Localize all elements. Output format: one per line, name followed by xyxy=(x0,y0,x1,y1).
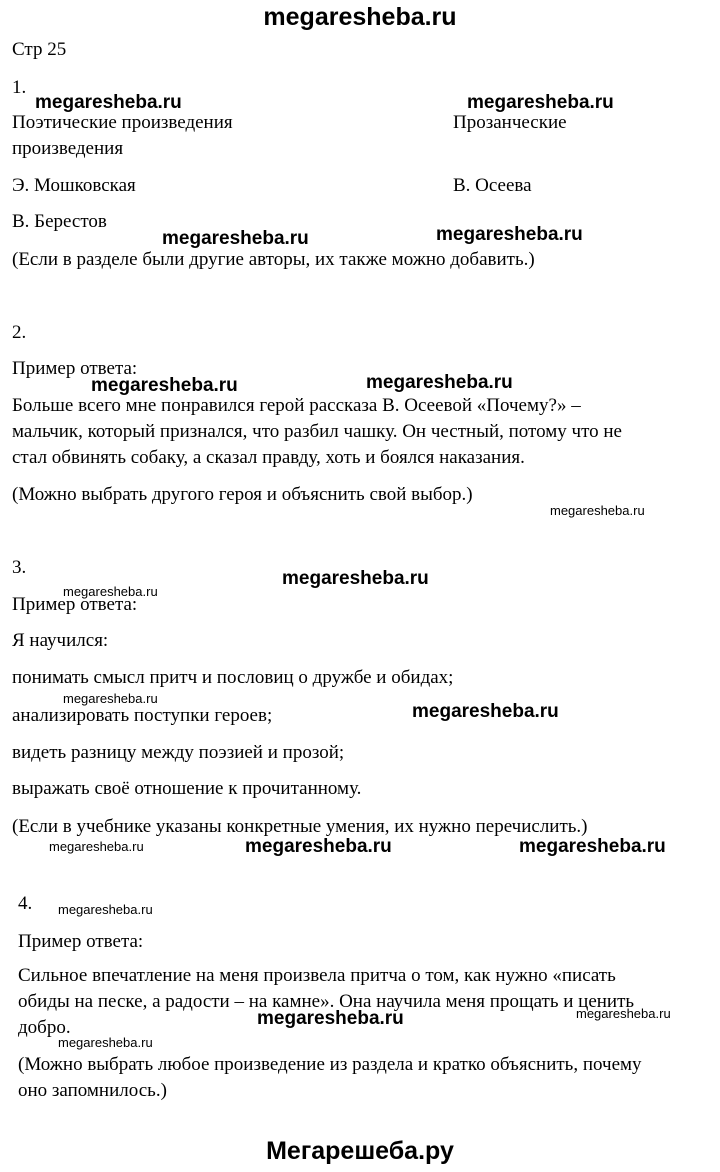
watermark: megaresheba.ru xyxy=(49,839,144,854)
task-4-note xyxy=(18,1052,642,1104)
watermark: megaresheba.ru xyxy=(412,701,559,722)
task-3-note: (Если в учебнике указаны конкретные умения, их нужно перечислить.) xyxy=(12,816,588,837)
task-1-prose-1: В. Осеева xyxy=(453,175,532,196)
task-4-answer-line: Сильное впечатление на меня произвела притча о том, как нужно «писать xyxy=(18,965,616,986)
task-2-number: 2. xyxy=(12,322,27,343)
task-1-col1-header: Поэтические произведения xyxy=(12,112,233,133)
task-3-item: видеть разницу между поэзией и прозой; xyxy=(12,742,345,763)
watermark: megaresheba.ru xyxy=(58,1035,153,1050)
task-3-number: 3. xyxy=(12,557,27,578)
watermark: megaresheba.ru xyxy=(162,228,309,249)
watermark: megaresheba.ru xyxy=(257,1008,404,1029)
watermark: megaresheba.ru xyxy=(63,691,158,706)
watermark: megaresheba.ru xyxy=(91,375,238,396)
task-3-item: выражать своё отношение к прочитанному. xyxy=(12,778,362,799)
watermark: megaresheba.ru xyxy=(550,503,645,518)
task-1-number: 1. xyxy=(12,77,27,98)
task-2-answer-line: стал обвинять собаку, а сказал правду, хоть и боялся наказания. xyxy=(12,447,525,468)
watermark: megaresheba.ru xyxy=(366,372,513,393)
watermark: megaresheba.ru xyxy=(58,902,153,917)
watermark: megaresheba.ru xyxy=(436,224,583,245)
task-4-note-line: оно запомнилось.) xyxy=(18,1080,167,1101)
watermark: megaresheba.ru xyxy=(519,836,666,857)
task-1-note: (Если в разделе были другие авторы, их также можно добавить.) xyxy=(12,249,535,270)
task-4-number: 4. xyxy=(18,893,33,914)
task-3-item: понимать смысл притч и пословиц о дружбе и обидах; xyxy=(12,667,454,688)
task-2-note: (Можно выбрать другого героя и объяснить свой выбор.) xyxy=(12,484,473,505)
task-2-answer xyxy=(12,393,622,471)
watermark: megaresheba.ru xyxy=(282,568,429,589)
footer-watermark: Мегарешеба.ру xyxy=(266,1137,454,1165)
watermark: megaresheba.ru xyxy=(35,92,182,113)
task-1-poet-1: Э. Мошковская xyxy=(12,175,136,196)
task-4-example-label: Пример ответа: xyxy=(18,931,144,952)
task-2-answer-line: Больше всего мне понравился герой рассказа В. Осеевой «Почему?» – xyxy=(12,395,581,416)
watermark: megaresheba.ru xyxy=(576,1006,671,1021)
task-4-note-line: (Можно выбрать любое произведение из раздела и кратко объяснить, почему xyxy=(18,1054,642,1075)
task-4-answer-line: добро. xyxy=(18,1017,71,1038)
page-title: Стр 25 xyxy=(12,39,67,60)
header-watermark: megaresheba.ru xyxy=(263,3,457,31)
task-1-col2-header: Прозанческие xyxy=(453,112,567,133)
task-3-intro: Я научился: xyxy=(12,630,109,651)
task-1-col2-header-continued: произведения xyxy=(12,138,124,159)
watermark: megaresheba.ru xyxy=(467,92,614,113)
task-2-example-label: Пример ответа: xyxy=(12,358,138,379)
watermark: megaresheba.ru xyxy=(245,836,392,857)
task-3-item: анализировать поступки героев; xyxy=(12,705,273,726)
task-1-poet-2: В. Берестов xyxy=(12,211,107,232)
task-3-example-label: Пример ответа: xyxy=(12,594,138,615)
watermark: megaresheba.ru xyxy=(63,584,158,599)
task-2-answer-line: мальчик, который признался, что разбил чашку. Он честный, потому что не xyxy=(12,421,622,442)
task-4-answer-line: обиды на песке, а радости – на камне». Она научила меня прощать и ценить xyxy=(18,991,635,1012)
